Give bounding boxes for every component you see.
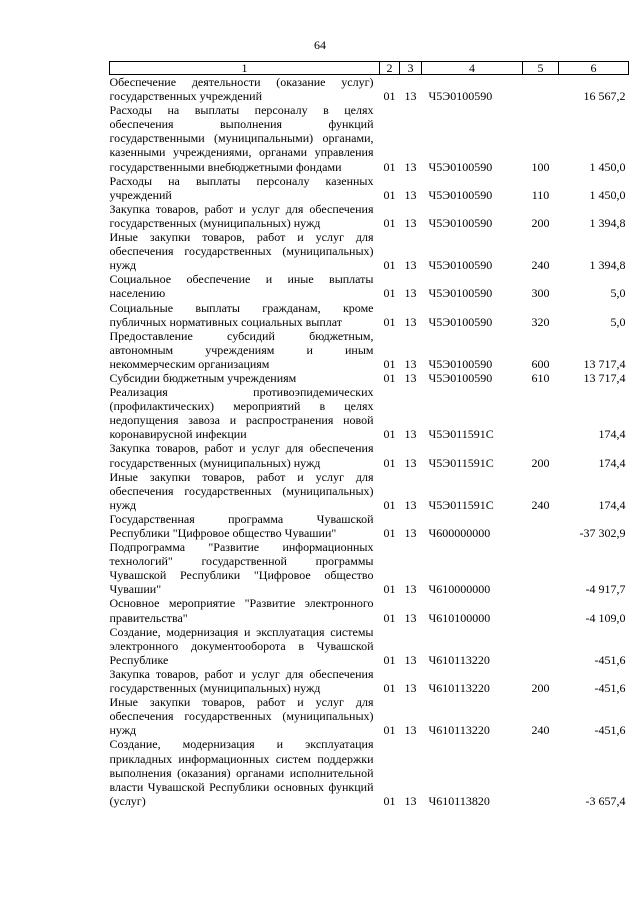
- row-section: 01: [383, 526, 396, 540]
- row-target-article: Ч610113220: [428, 723, 490, 738]
- row-section: 01: [383, 89, 396, 104]
- row-subsection: 13: [404, 526, 417, 540]
- row-subsection: 13: [404, 370, 417, 385]
- budget-table: [109, 61, 629, 808]
- row-amount: 1 450,0: [589, 187, 626, 202]
- row-amount: 174,4: [598, 427, 626, 442]
- row-section: 01: [383, 370, 396, 385]
- row-expense-type: 200: [531, 215, 550, 230]
- row-name: Реализация противоэпидемических (профилактических) мероприятий в целях недопущения завоза и распространения новой коронавирусной инфекции: [109, 385, 374, 442]
- table-row: [110, 230, 629, 272]
- row-section: 01: [383, 258, 396, 273]
- row-expense-type: 200: [531, 455, 550, 470]
- row-target-article: Ч5Э011591С: [428, 497, 494, 512]
- row-target-article: Ч5Э0100590: [428, 286, 493, 301]
- row-target-article: Ч5Э0100590: [428, 370, 493, 385]
- header-col-2: 2: [380, 62, 400, 75]
- row-target-article: Ч5Э0100590: [428, 356, 493, 371]
- header-col-6: 6: [559, 62, 629, 75]
- row-amount: 16 567,2: [583, 89, 626, 104]
- row-section: 01: [383, 356, 396, 371]
- row-expense-type: 600: [531, 356, 550, 371]
- row-name: Иные закупки товаров, работ и услуг для обеспечения государственных (муниципальных) нужд: [109, 230, 374, 273]
- row-name: Создание, модернизация и эксплуатация системы электронного документооборота в Чувашской Республике: [109, 624, 374, 667]
- header-col-1: 1: [110, 62, 380, 75]
- table-row: [110, 329, 629, 371]
- row-amount: 1 394,8: [589, 258, 626, 273]
- row-section: 01: [383, 215, 396, 230]
- row-expense-type: 240: [531, 723, 550, 738]
- row-expense-type: 200: [531, 681, 550, 696]
- row-amount: 1 394,8: [589, 215, 626, 230]
- table-row: [110, 103, 629, 173]
- row-section: 01: [383, 793, 396, 808]
- row-name: Расходы на выплаты персоналу в целях обеспечения выполнения функций государственными (муниципальными) органами, казенными учреждениями, органами управления государственными внебюджетными фондами: [109, 103, 374, 174]
- row-amount: 174,4: [598, 455, 626, 470]
- table-row: [110, 441, 629, 469]
- row-target-article: Ч5Э0100590: [428, 258, 493, 273]
- row-expense-type: [523, 540, 559, 596]
- row-subsection: 13: [404, 286, 417, 301]
- row-name: Основное мероприятие "Развитие электронного правительства": [109, 596, 374, 625]
- header-col-3: 3: [400, 62, 422, 75]
- row-name: Предоставление субсидий бюджетным, автономным учреждениям и иным некоммерческим организациям: [109, 328, 374, 371]
- row-expense-type: [523, 596, 559, 624]
- row-target-article: Ч610100000: [428, 610, 491, 625]
- row-amount: 1 450,0: [589, 159, 626, 174]
- row-target-article: Ч5Э011591С: [428, 427, 494, 442]
- row-name: Социальные выплаты гражданам, кроме публичных нормативных социальных выплат: [109, 300, 374, 329]
- row-amount: -451,6: [594, 652, 626, 667]
- row-subsection: 13: [404, 159, 417, 174]
- row-subsection: 13: [404, 89, 417, 104]
- row-target-article: Ч610000000: [428, 582, 491, 597]
- row-section: 01: [383, 187, 396, 202]
- row-amount: 5,0: [610, 314, 626, 329]
- row-section: 01: [383, 314, 396, 329]
- row-subsection: 13: [404, 356, 417, 371]
- table-row: [110, 202, 629, 230]
- row-amount: -4 917,7: [585, 582, 626, 597]
- header-col-5: 5: [523, 62, 559, 75]
- table-row: [110, 737, 629, 807]
- row-target-article: Ч5Э0100590: [428, 159, 493, 174]
- table-row: [110, 695, 629, 737]
- row-subsection: 13: [404, 610, 417, 625]
- row-section: 01: [383, 652, 396, 667]
- row-section: 01: [383, 159, 396, 174]
- row-amount: -451,6: [594, 681, 626, 696]
- row-target-article: Ч610113220: [428, 681, 490, 696]
- row-subsection: 13: [404, 215, 417, 230]
- row-name: Субсидии бюджетным учреждениям: [109, 370, 297, 385]
- row-section: 01: [383, 286, 396, 301]
- row-subsection: 13: [404, 681, 417, 696]
- row-name: Иные закупки товаров, работ и услуг для обеспечения государственных (муниципальных) нужд: [109, 469, 374, 512]
- table-row: [110, 301, 629, 329]
- table-row: [110, 385, 629, 441]
- row-name: Расходы на выплаты персоналу казенных учреждений: [109, 173, 374, 202]
- table-body: [110, 75, 629, 808]
- row-target-article: Ч5Э011591С: [428, 455, 494, 470]
- row-expense-type: 320: [531, 314, 550, 329]
- row-subsection: 13: [404, 793, 417, 808]
- table-row: [110, 540, 629, 596]
- row-expense-type: 110: [531, 187, 550, 202]
- table-row: [110, 667, 629, 695]
- row-name: Закупка товаров, работ и услуг для обеспечения государственных (муниципальных) нужд: [109, 201, 374, 230]
- row-expense-type: 240: [531, 258, 550, 273]
- table-row: [110, 174, 629, 202]
- row-amount: -37 302,9: [579, 526, 626, 540]
- row-name: Иные закупки товаров, работ и услуг для обеспечения государственных (муниципальных) нужд: [109, 695, 374, 738]
- row-name: Подпрограмма "Развитие информационных технологий" государственной программы Чувашской Республики "Цифровое общество Чувашии": [109, 540, 374, 597]
- row-section: 01: [383, 681, 396, 696]
- row-amount: -4 109,0: [585, 610, 626, 625]
- row-name: Государственная программа Чувашской Республики "Цифровое общество Чувашии": [109, 511, 374, 540]
- row-expense-type: [523, 385, 559, 441]
- row-expense-type: 610: [531, 370, 550, 385]
- row-target-article: Ч5Э0100590: [428, 314, 493, 329]
- table-row: [110, 371, 629, 385]
- row-name: Обеспечение деятельности (оказание услуг) государственных учреждений: [109, 75, 374, 104]
- row-section: 01: [383, 427, 396, 442]
- table-row: [110, 470, 629, 512]
- page-number: 64: [314, 38, 326, 52]
- row-name: Создание, модернизация и эксплуатация прикладных информационных систем поддержки выполнения (оказания) органами исполнительной власти Чувашской Республики основных функций (услуг): [109, 737, 374, 808]
- row-name: Закупка товаров, работ и услуг для обеспечения государственных (муниципальных) нужд: [109, 441, 374, 470]
- table-row: [110, 625, 629, 667]
- row-section: 01: [383, 497, 396, 512]
- row-expense-type: 100: [531, 159, 550, 174]
- row-expense-type: [523, 75, 559, 104]
- row-name: Закупка товаров, работ и услуг для обеспечения государственных (муниципальных) нужд: [109, 666, 374, 696]
- table-header-row: [110, 62, 629, 75]
- row-target-article: Ч5Э0100590: [428, 187, 493, 202]
- row-expense-type: [523, 512, 559, 540]
- row-target-article: Ч600000000: [428, 526, 491, 540]
- row-subsection: 13: [404, 652, 417, 667]
- row-section: 01: [383, 455, 396, 470]
- row-amount: 174,4: [598, 497, 626, 512]
- row-expense-type: 240: [531, 497, 550, 512]
- row-expense-type: [523, 737, 559, 807]
- row-target-article: Ч5Э0100590: [428, 89, 493, 104]
- row-subsection: 13: [404, 187, 417, 202]
- row-amount: 13 717,4: [583, 356, 626, 371]
- row-amount: 5,0: [610, 286, 626, 301]
- row-subsection: 13: [404, 582, 417, 597]
- row-expense-type: 300: [531, 286, 550, 301]
- table-row: [110, 596, 629, 624]
- row-section: 01: [383, 610, 396, 625]
- row-subsection: 13: [404, 258, 417, 273]
- row-subsection: 13: [404, 427, 417, 442]
- row-target-article: Ч610113820: [428, 793, 490, 808]
- row-section: 01: [383, 582, 396, 597]
- row-amount: 13 717,4: [583, 370, 626, 385]
- row-subsection: 13: [404, 497, 417, 512]
- header-col-4: 4: [422, 62, 523, 75]
- row-expense-type: [523, 625, 559, 667]
- row-subsection: 13: [404, 314, 417, 329]
- row-amount: -451,6: [594, 723, 626, 738]
- row-subsection: 13: [404, 455, 417, 470]
- table-row: [110, 75, 629, 104]
- row-target-article: Ч5Э0100590: [428, 215, 493, 230]
- row-amount: -3 657,4: [585, 793, 626, 808]
- row-target-article: Ч610113220: [428, 652, 490, 667]
- table-row: [110, 272, 629, 300]
- row-subsection: 13: [404, 723, 417, 738]
- table-row: [110, 512, 629, 540]
- row-section: 01: [383, 723, 396, 738]
- row-name: Социальное обеспечение и иные выплаты населению: [109, 272, 374, 301]
